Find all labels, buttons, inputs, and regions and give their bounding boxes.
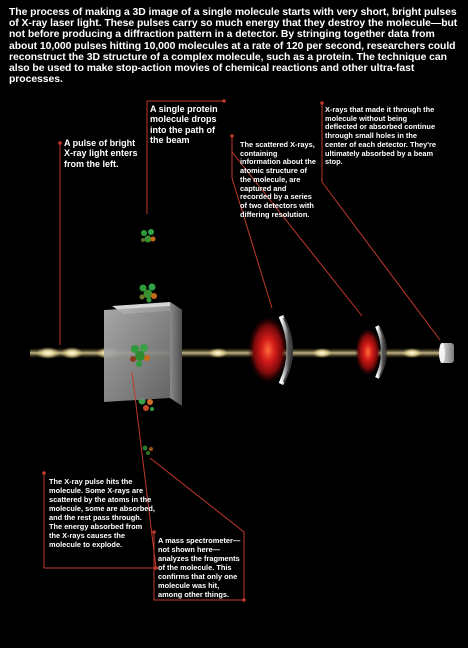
caption-scattered-xrays: The scattered X-rays, containing information about the atomic structure of the molecule, are captured and recorded by a series of two detectors with differing resolution. <box>240 140 316 219</box>
caption-xrays-pass-through: X-rays that made it through the molecule without being deflected or absorbed continue through small holes in the center of each detector. They're ultimately absorbed by a beam stop. <box>325 105 437 167</box>
caption-pulse-enters: A pulse of bright X-ray light enters from the left. <box>64 138 138 169</box>
detector-one <box>248 316 292 384</box>
caption-protein-drops: A single protein molecule drops into the path of the beam <box>150 104 218 146</box>
detector-two <box>355 326 386 378</box>
xray-beam <box>30 348 450 358</box>
intro-paragraph: The process of making a 3D image of a single molecule starts with very short, bright pulses of X-ray laser light. These pulses carry so much energy that they destroy the molecule—but not before producing a diffraction pattern in a detector. By stringing together data from about 10,000 pulses hitting 10,000 molecules at a rate of 120 per second, researchers could reconstruct the 3D structure of a complex molecule, such as a protein. The technique can also be used to make stop-action movies of chemical reactions and other ultra-fast processes. <box>9 7 458 86</box>
caption-pulse-hits-molecule: The X-ray pulse hits the molecule. Some X-rays are scattered by the atoms in the molecule, some are absorbed, and the rest pass through. The energy absorbed from the X-rays causes the molecule to explode. <box>49 477 155 549</box>
interaction-chamber <box>104 302 182 406</box>
beam-stop <box>439 343 454 363</box>
caption-mass-spectrometer: A mass spectrometer—not shown here—analyzes the fragments of the molecule. This confirms that only one molecule was hit, among other things. <box>158 536 241 599</box>
